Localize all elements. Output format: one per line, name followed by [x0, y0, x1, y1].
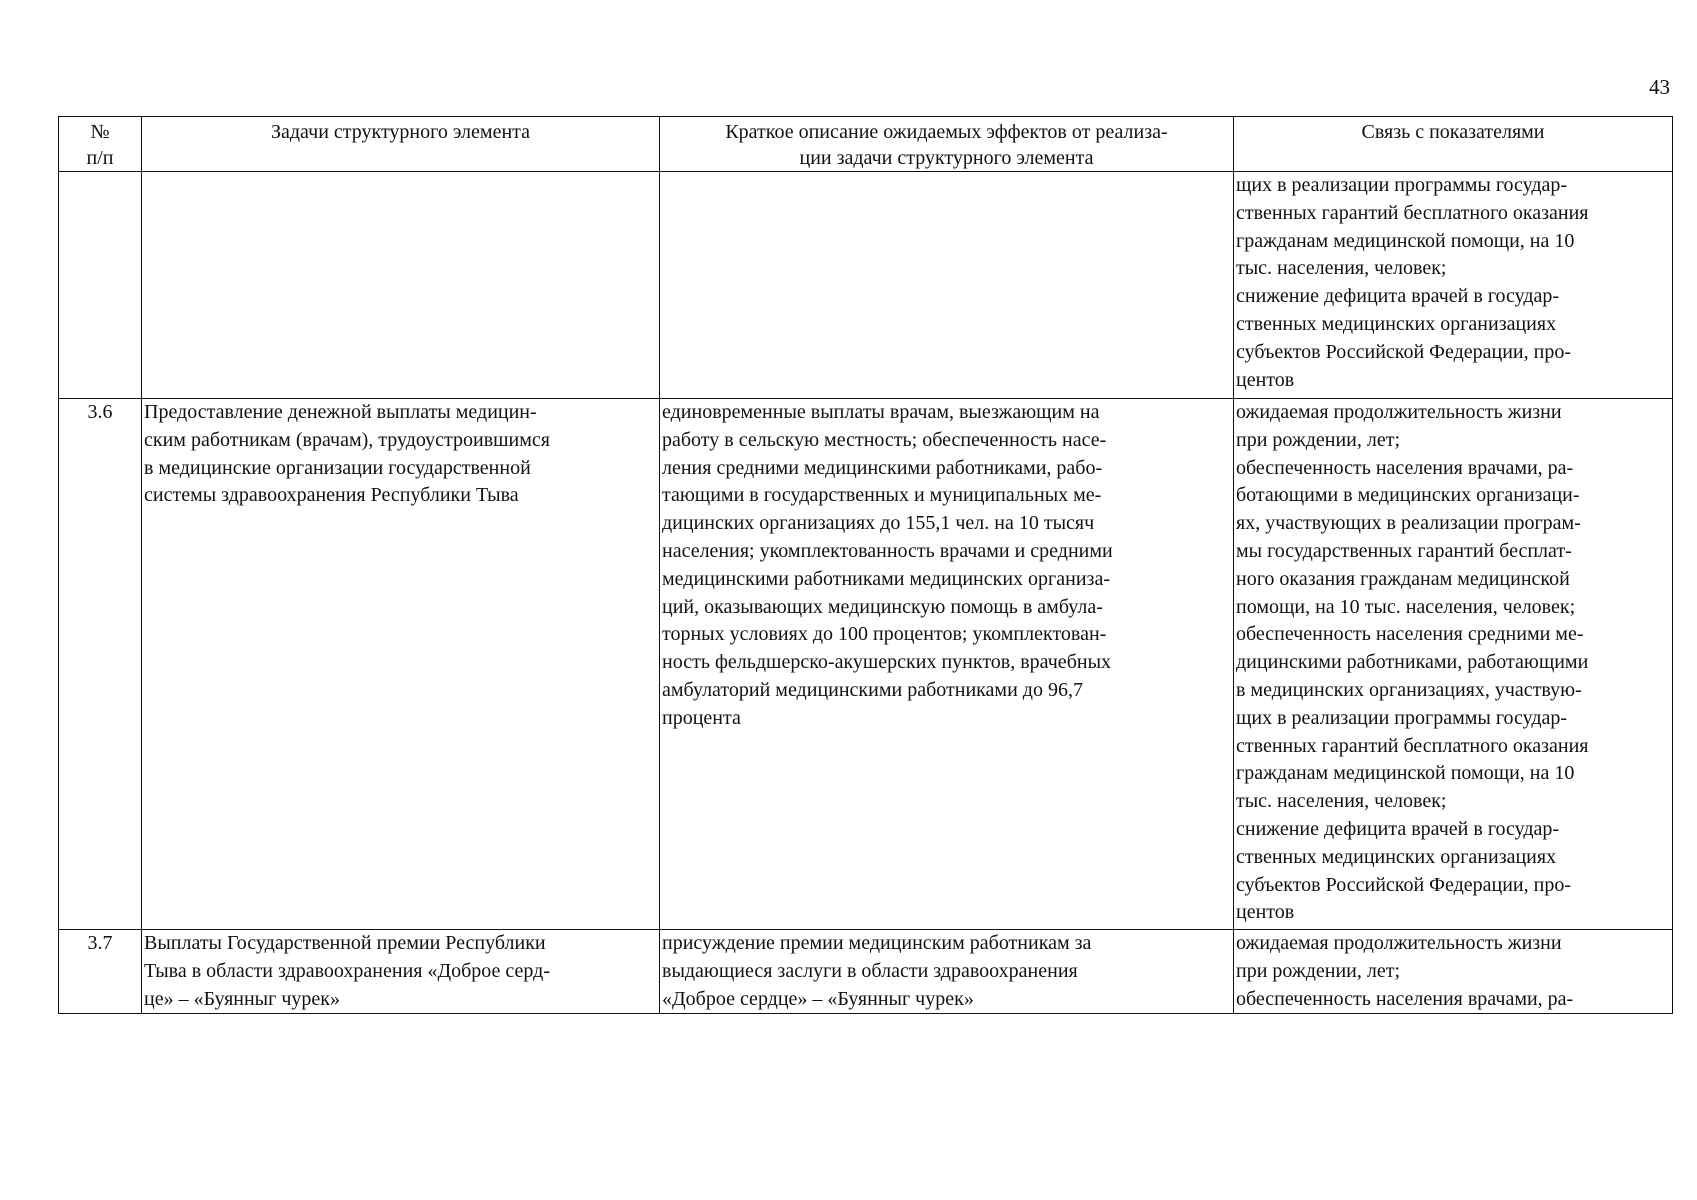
text-line: ции задачи структурного элемента	[799, 147, 1094, 169]
row-number	[59, 172, 142, 399]
text-line: щих в реализации программы государ-	[1236, 174, 1568, 196]
text-line: дицинскими работниками, работающими	[1236, 651, 1589, 674]
text-line: це» – «Буянныг чурек»	[144, 987, 340, 1010]
indicators-cell	[1234, 172, 1673, 399]
text-line: ботающими в медицинских организаци-	[1236, 484, 1580, 507]
text-line: единовременные выплаты врачам, выезжающим на	[662, 401, 1100, 423]
text-line: ственных медицинских организациях	[1236, 312, 1557, 335]
effects-cell	[660, 399, 1234, 930]
effects-cell	[660, 172, 1234, 399]
text-line: центов	[1236, 901, 1295, 924]
table-row	[59, 399, 1673, 930]
text-line: системы здравоохранения Республики Тыва	[144, 484, 519, 507]
text-line: ственных гарантий бесплатного оказания	[1236, 734, 1589, 757]
text-line: снижение дефицита врачей в государ-	[1236, 817, 1560, 840]
text-line: субъектов Российской Федерации, про-	[1236, 340, 1571, 363]
text-line: мы государственных гарантий бесплат-	[1236, 539, 1572, 562]
text-line: ций, оказывающих медицинскую помощь в амбула-	[662, 595, 1103, 618]
text-line: щих в реализации программы государ-	[1236, 706, 1568, 729]
text-line: ственных медицинских организациях	[1236, 845, 1557, 868]
text-line: ного оказания гражданам медицинской	[1236, 567, 1570, 590]
text-line: дицинских организациях до 155,1 чел. на 10 тысяч	[662, 512, 1095, 535]
text-line: выдающиеся заслуги в области здравоохранения	[662, 959, 1078, 982]
text-line: амбулаторий медицинскими работниками до 96,7	[662, 678, 1083, 701]
text-line: ожидаемая продолжительность жизни	[1236, 401, 1562, 423]
text-line: снижение дефицита врачей в государ-	[1236, 285, 1560, 308]
text-line: ность фельдшерско-акушерских пунктов, врачебных	[662, 651, 1112, 674]
effects-cell	[660, 930, 1234, 1014]
text-line: гражданам медицинской помощи, на 10	[1236, 762, 1575, 785]
task-cell	[142, 399, 660, 930]
header-link	[1234, 117, 1673, 172]
text-line: ления средними медицинскими работниками, рабо-	[662, 456, 1103, 479]
table-header-row	[59, 117, 1673, 172]
text-line: Предоставление денежной выплаты медицин-	[144, 401, 537, 423]
text-line: субъектов Российской Федерации, про-	[1236, 873, 1571, 896]
text-line: Связь с показателями	[1361, 121, 1545, 143]
table-row	[59, 930, 1673, 1014]
row-number: 3.7	[59, 930, 142, 1014]
table-row	[59, 172, 1673, 399]
text-line: Выплаты Государственной премии Республики	[144, 932, 546, 954]
text-line: работу в сельскую местность; обеспеченность насе-	[662, 428, 1107, 451]
text-line: помощи, на 10 тыс. населения, человек;	[1236, 595, 1576, 618]
indicators-cell	[1234, 399, 1673, 930]
text-line: медицинскими работниками медицинских организа-	[662, 567, 1110, 590]
text-line: п/п	[86, 147, 114, 169]
header-task	[142, 117, 660, 172]
row-number: 3.6	[59, 399, 142, 930]
header-num	[59, 117, 142, 172]
text-line: при рождении, лет;	[1236, 428, 1401, 451]
text-line: обеспеченность населения врачами, ра-	[1236, 987, 1574, 1010]
structural-element-table	[58, 116, 1673, 1014]
text-line: процента	[662, 706, 741, 729]
text-line: «Доброе сердце» – «Буянныг чурек»	[662, 987, 974, 1010]
text-line: гражданам медицинской помощи, на 10	[1236, 229, 1575, 252]
text-line: ским работникам (врачам), трудоустроившимся	[144, 428, 550, 451]
text-line: населения; укомплектованность врачами и средними	[662, 539, 1113, 562]
text-line: присуждение премии медицинским работникам за	[662, 932, 1092, 954]
task-cell	[142, 172, 660, 399]
text-line: ожидаемая продолжительность жизни	[1236, 932, 1562, 954]
text-line: обеспеченность населения врачами, ра-	[1236, 456, 1574, 479]
indicators-cell	[1234, 930, 1673, 1014]
text-line: Тыва в области здравоохранения «Доброе серд-	[144, 959, 550, 982]
task-cell	[142, 930, 660, 1014]
text-line: Краткое описание ожидаемых эффектов от реализа-	[725, 121, 1168, 143]
text-line: Задачи структурного элемента	[270, 121, 531, 143]
text-line: при рождении, лет;	[1236, 959, 1401, 982]
text-line: центов	[1236, 368, 1295, 391]
text-line: торных условиях до 100 процентов; укомплектован-	[662, 623, 1107, 646]
text-line: в медицинские организации государственной	[144, 456, 531, 479]
text-line: тыс. населения, человек;	[1236, 790, 1447, 813]
text-line: обеспеченность населения средними ме-	[1236, 623, 1584, 646]
header-desc	[660, 117, 1234, 172]
page-number: 43	[1649, 75, 1670, 99]
text-line: тающими в государственных и муниципальных ме-	[662, 484, 1102, 507]
text-line: тыс. населения, человек;	[1236, 257, 1447, 280]
text-line: в медицинских организациях, участвую-	[1236, 678, 1582, 701]
text-line: ственных гарантий бесплатного оказания	[1236, 201, 1589, 224]
text-line: ях, участвующих в реализации програм-	[1236, 512, 1581, 535]
text-line: №	[90, 121, 110, 143]
